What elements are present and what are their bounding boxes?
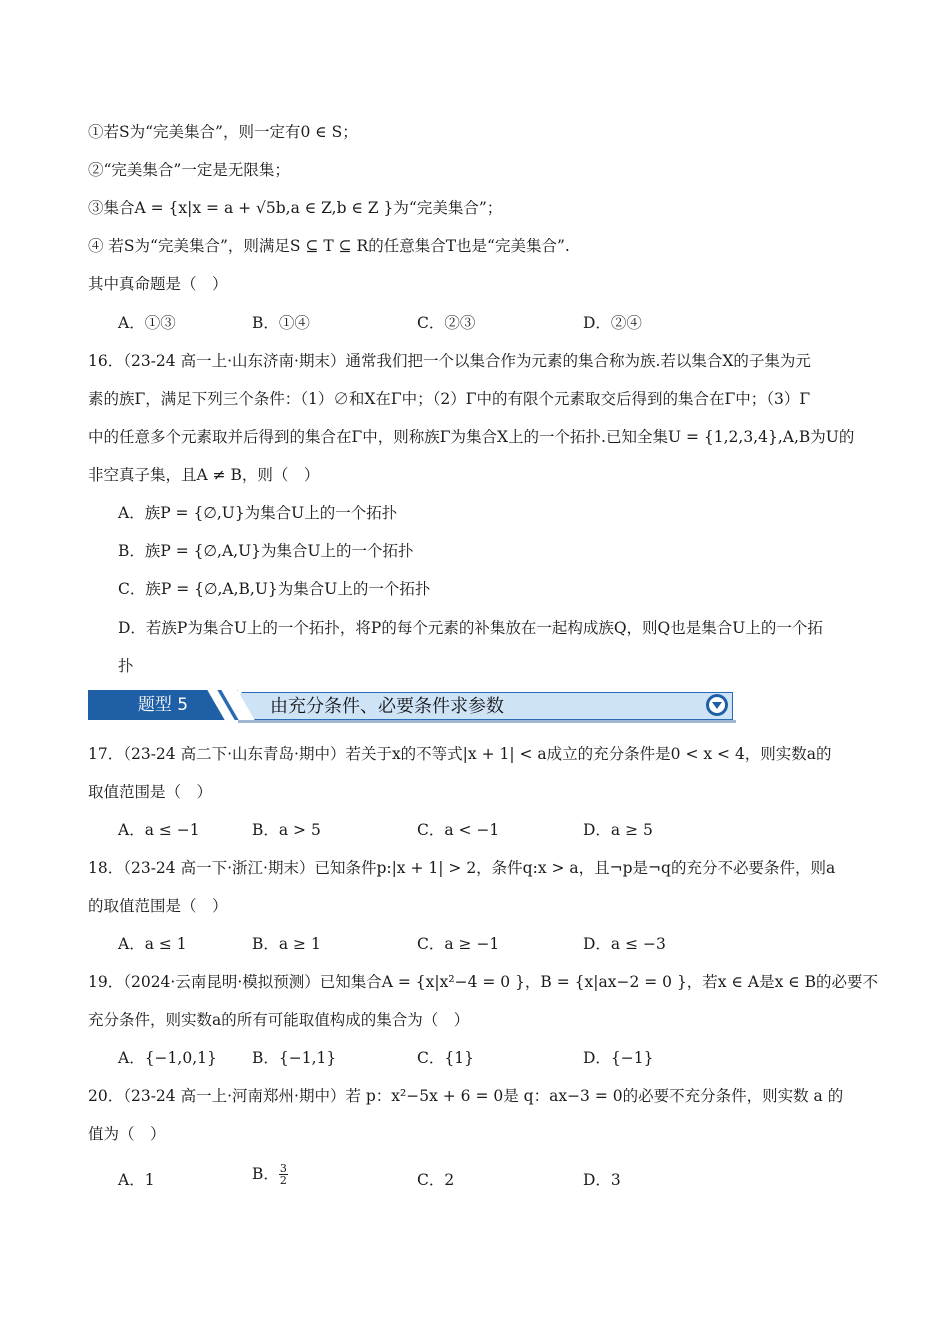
q16-option-a[interactable]: A．族P = {∅,U}为集合U上的一个拓扑 xyxy=(118,504,398,522)
q17-line-2: 取值范围是（ ） xyxy=(88,783,213,801)
q18-option-c[interactable]: C．a ≥ −1 xyxy=(417,935,500,953)
q18-line-1: 18．（23-24 高一下·浙江·期末）已知条件p:|x + 1| > 2，条件q:x > a，且¬p是¬q的充分不必要条件，则a xyxy=(88,859,836,877)
q19-option-d[interactable]: D．{−1} xyxy=(583,1049,654,1067)
fraction xyxy=(279,1163,288,1186)
q18-option-d[interactable]: D．a ≤ −3 xyxy=(583,935,666,953)
section-label: 题型 5 xyxy=(88,690,238,720)
option-d[interactable]: D．②④ xyxy=(583,314,642,332)
q16-line-4: 非空真子集，且A ≠ B，则（ ） xyxy=(88,466,320,484)
q17-option-a[interactable]: A．a ≤ −1 xyxy=(118,821,200,839)
q17-line-1: 17．（23-24 高二下·山东青岛·期中）若关于x的不等式|x + 1| < a成立的充分条件是0 < x < 4，则实数a的 xyxy=(88,745,832,763)
statement-4: ④ 若S为“完美集合”，则满足S ⊆ T ⊆ R的任意集合T也是“完美集合”. xyxy=(88,237,570,255)
q17-option-c[interactable]: C．a < −1 xyxy=(417,821,500,839)
statement-2: ②“完美集合”一定是无限集； xyxy=(88,161,290,179)
q17-option-d[interactable]: D．a ≥ 5 xyxy=(583,821,653,839)
q16-line-2: 素的族Γ，满足下列三个条件：（1）∅和X在Γ中；（2）Γ中的有限个元素取交后得到的集合在Γ中；（3）Γ xyxy=(88,390,811,408)
section-banner xyxy=(88,690,736,722)
q16-option-c[interactable]: C．族P = {∅,A,B,U}为集合U上的一个拓扑 xyxy=(118,580,431,598)
q18-option-a[interactable]: A．a ≤ 1 xyxy=(118,935,187,953)
q16-option-d[interactable]: D．若族P为集合U上的一个拓扑，将P的每个元素的补集放在一起构成族Q，则Q也是集合U上的一个拓 xyxy=(118,619,823,637)
q20-line-1: 20．（23-24 高一上·河南郑州·期中）若 p：x²−5x + 6 = 0是 q：ax−3 = 0的必要不充分条件，则实数 a 的 xyxy=(88,1087,844,1105)
fraction-denominator: 2 xyxy=(279,1173,287,1187)
q18-option-b[interactable]: B．a ≥ 1 xyxy=(252,935,321,953)
q16-option-d-cont: 扑 xyxy=(118,657,134,675)
chevron-down-icon[interactable] xyxy=(706,694,728,716)
q20-option-b-prefix: B． xyxy=(252,1165,279,1183)
q16-option-b[interactable]: B．族P = {∅,A,U}为集合U上的一个拓扑 xyxy=(118,542,414,560)
question-prompt: 其中真命题是（ ） xyxy=(88,275,228,293)
q17-option-b[interactable]: B．a > 5 xyxy=(252,821,321,839)
fraction-numerator: 3 xyxy=(279,1161,287,1175)
q19-line-1: 19．（2024·云南昆明·模拟预测）已知集合A = {x|x²−4 = 0 }，B = {x|ax−2 = 0 }，若x ∈ A是x ∈ B的必要不 xyxy=(88,973,879,991)
option-c[interactable]: C．②③ xyxy=(417,314,476,332)
section-title: 由充分条件、必要条件求参数 xyxy=(270,696,504,717)
q19-option-b[interactable]: B．{−1,1} xyxy=(252,1049,337,1067)
q18-line-2: 的取值范围是（ ） xyxy=(88,897,228,915)
q19-line-2: 充分条件，则实数a的所有可能取值构成的集合为（ ） xyxy=(88,1011,470,1029)
option-a[interactable]: A．①③ xyxy=(118,314,176,332)
q16-line-3: 中的任意多个元素取并后得到的集合在Γ中，则称族Γ为集合X上的一个拓扑.已知全集U = {1,2,3,4},A,B为U的 xyxy=(88,428,855,446)
q16-line-1: 16．（23-24 高一上·山东济南·期末）通常我们把一个以集合作为元素的集合称为族.若以集合X的子集为元 xyxy=(88,352,811,370)
q20-option-d[interactable]: D．3 xyxy=(583,1171,621,1189)
q20-option-c[interactable]: C．2 xyxy=(417,1171,455,1189)
option-b[interactable]: B．①④ xyxy=(252,314,310,332)
q20-option-b[interactable] xyxy=(252,1162,288,1186)
q20-line-2: 值为（ ） xyxy=(88,1125,166,1143)
q19-option-a[interactable]: A．{−1,0,1} xyxy=(118,1049,217,1067)
q20-option-a[interactable]: A．1 xyxy=(118,1171,155,1189)
q19-option-c[interactable]: C．{1} xyxy=(417,1049,474,1067)
statement-3: ③集合A = {x|x = a + √5b,a ∈ Z,b ∈ Z }为“完美集合”； xyxy=(88,199,503,217)
statement-1: ①若S为“完美集合”，则一定有0 ∈ S； xyxy=(88,123,358,141)
